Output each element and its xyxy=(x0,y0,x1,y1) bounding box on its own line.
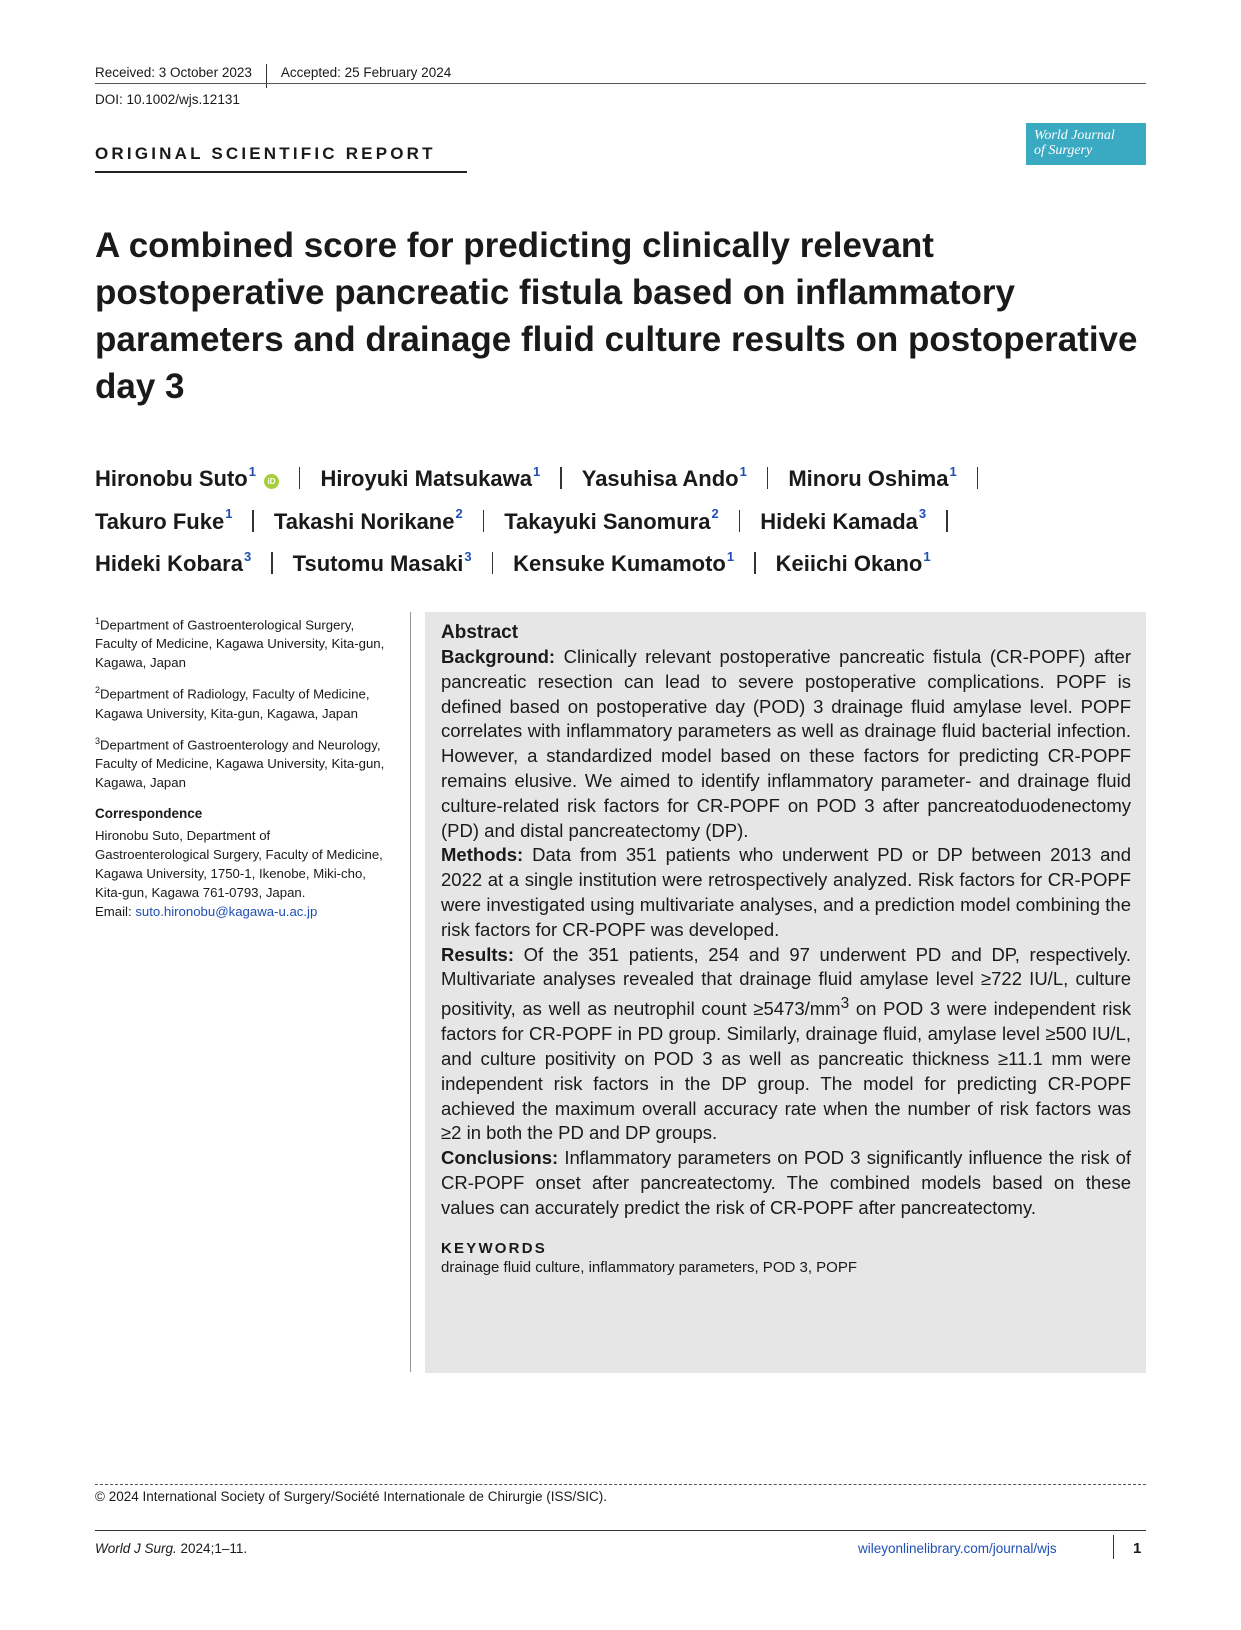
correspondence-body: Hironobu Suto, Department of Gastroenterological Surgery, Faculty of Medicine, Kagawa University, 1750-1, Ikenobe, Miki-cho, Kita-gun, Kagawa 761-0793, Japan. Email: suto.hironobu@kagawa-u.ac.jp xyxy=(95,828,383,919)
email-link[interactable]: suto.hironobu@kagawa-u.ac.jp xyxy=(135,904,318,919)
received-date: Received: 3 October 2023 xyxy=(95,64,252,80)
author-name[interactable]: Hironobu Suto$^1$iD xyxy=(95,466,279,491)
author-list xyxy=(95,455,1155,582)
logo-line-2: of Surgery xyxy=(1034,143,1093,158)
affiliations xyxy=(95,612,395,801)
author-separator xyxy=(946,510,948,532)
page-number: 1 xyxy=(1133,1540,1142,1557)
email-label: Email: xyxy=(95,904,136,919)
accepted-date: Accepted: 25 February 2024 xyxy=(280,64,452,80)
article-dates xyxy=(95,60,451,84)
author-name[interactable]: Keiichi Okano$^1$ xyxy=(775,548,931,576)
section-underline xyxy=(95,171,467,173)
keywords-list: drainage fluid culture, inflammatory parameters, POD 3, POPF xyxy=(441,1259,858,1277)
author-name[interactable]: Yasuhisa Ando$^1$ xyxy=(581,464,747,492)
footer-rule xyxy=(95,1530,1146,1531)
journal-citation: World J Surg. 2024;1–11. xyxy=(95,1541,248,1556)
abstract-rule xyxy=(410,612,411,1372)
author-separator xyxy=(492,552,494,574)
author-name[interactable]: Takashi Norikane$^2$ xyxy=(273,506,463,534)
page-separator xyxy=(1113,1535,1114,1559)
author-name[interactable]: Minoru Oshima$^1$ xyxy=(788,464,957,492)
date-separator xyxy=(266,64,267,88)
author-name[interactable]: Kensuke Kumamoto$^1$ xyxy=(513,548,735,576)
header-rule xyxy=(95,83,1146,84)
journal-site-link[interactable]: wileyonlinelibrary.com/journal/wjs xyxy=(858,1541,1057,1556)
author-name[interactable]: Takuro Fuke$^1$ xyxy=(95,506,233,534)
section-label: ORIGINAL SCIENTIFIC REPORT xyxy=(95,144,436,163)
abstract-heading: Abstract xyxy=(441,622,519,643)
author-separator xyxy=(299,467,301,489)
abstract-methods: Methods: Data from 351 patients who underwent PD or DP between 2013 and 2022 at a single institution were retrospectively analyzed. Risk factors for CR-POPF were investigated using multivariate analyses, and a prediction model combining the risk factors for CR-POPF was developed. xyxy=(441,844,1132,940)
abstract-box xyxy=(425,612,1146,1373)
footer-dashed-rule xyxy=(95,1484,1146,1485)
affiliation-item: $^3$Department of Gastroenterology and Neurology, Faculty of Medicine, Kagawa University, Kita-gun, Kagawa, Japan xyxy=(95,735,385,791)
article-title: A combined score for predicting clinically relevant postoperative pancreatic fistula based on inflammatory parameters and drainage fluid culture results on postoperative day 3 xyxy=(95,226,1138,406)
author-name[interactable]: Hideki Kamada$^3$ xyxy=(760,506,927,534)
author-name[interactable]: Hiroyuki Matsukawa$^1$ xyxy=(320,464,541,492)
author-separator xyxy=(271,552,273,574)
abstract-results: Results: Of the 351 patients, 254 and 97 underwent PD and DP, respectively. Multivariate analyses revealed that drainage fluid amylase level ≥722 IU/L, culture positivity, as well as neutrophil count $\ge 5473/mm^3$ on POD 3 were independent risk factors for CR-POPF in PD group. Similarly, drainage fluid, amylase level ≥500 IU/L, and culture positivity on POD 3 as well as pancreatic thickness ≥11.1 mm were independent risk factors in the DP group. The model for predicting CR-POPF achieved the maximum overall accuracy rate when the number of risk factors was ≥2 in both the PD and DP groups. xyxy=(441,943,1131,1144)
affiliation-item: $^2$Department of Radiology, Faculty of Medicine, Kagawa University, Kita-gun, Kagawa, Japan xyxy=(95,685,370,721)
logo-line-1: World Journal xyxy=(1034,128,1115,143)
journal-logo xyxy=(1026,123,1146,165)
author-separator xyxy=(767,467,769,489)
author-separator xyxy=(754,552,756,574)
author-name[interactable]: Tsutomu Masaki$^3$ xyxy=(292,548,472,576)
author-separator xyxy=(739,510,741,532)
author-separator xyxy=(560,467,562,489)
author-name[interactable]: Hideki Kobara$^3$ xyxy=(95,548,252,576)
abstract-conclusions: Conclusions: Inflammatory parameters on POD 3 significantly influence the risk of CR-POPF onset after pancreatectomy. The combined models based on these values can accurately predict the risk of CR-POPF after pancreatectomy. xyxy=(441,1147,1132,1218)
doi[interactable]: DOI: 10.1002/wjs.12131 xyxy=(95,92,240,107)
author-name[interactable]: Takayuki Sanomura$^2$ xyxy=(504,506,719,534)
copyright: © 2024 International Society of Surgery/Société Internationale de Chirurgie (ISS/SIC). xyxy=(95,1489,607,1504)
affiliation-item: $^1$Department of Gastroenterological Surgery, Faculty of Medicine, Kagawa University, Kita-gun, Kagawa, Japan xyxy=(95,616,385,671)
author-separator xyxy=(977,467,979,489)
keywords-heading: KEYWORDS xyxy=(441,1240,547,1258)
author-separator xyxy=(483,510,485,532)
author-separator xyxy=(252,510,254,532)
correspondence-heading: Correspondence xyxy=(95,806,203,821)
orcid-icon[interactable]: iD xyxy=(264,474,279,489)
abstract-background: Background: Clinically relevant postoperative pancreatic fistula (CR-POPF) after pancreatic resection can lead to severe postoperative complications. POPF is defined based on postoperative day (POD) 3 drainage fluid amylase level. POPF correlates with inflammatory parameters as well as drainage fluid bacterial infection. However, a standardized model based on these factors for predicting CR-POPF remains elusive. We aimed to identify inflammatory parameter- and drainage fluid culture-related risk factors for CR-POPF on POD 3 after pancreatoduodenectomy (PD) and distal pancreatectomy (DP). xyxy=(441,646,1131,841)
